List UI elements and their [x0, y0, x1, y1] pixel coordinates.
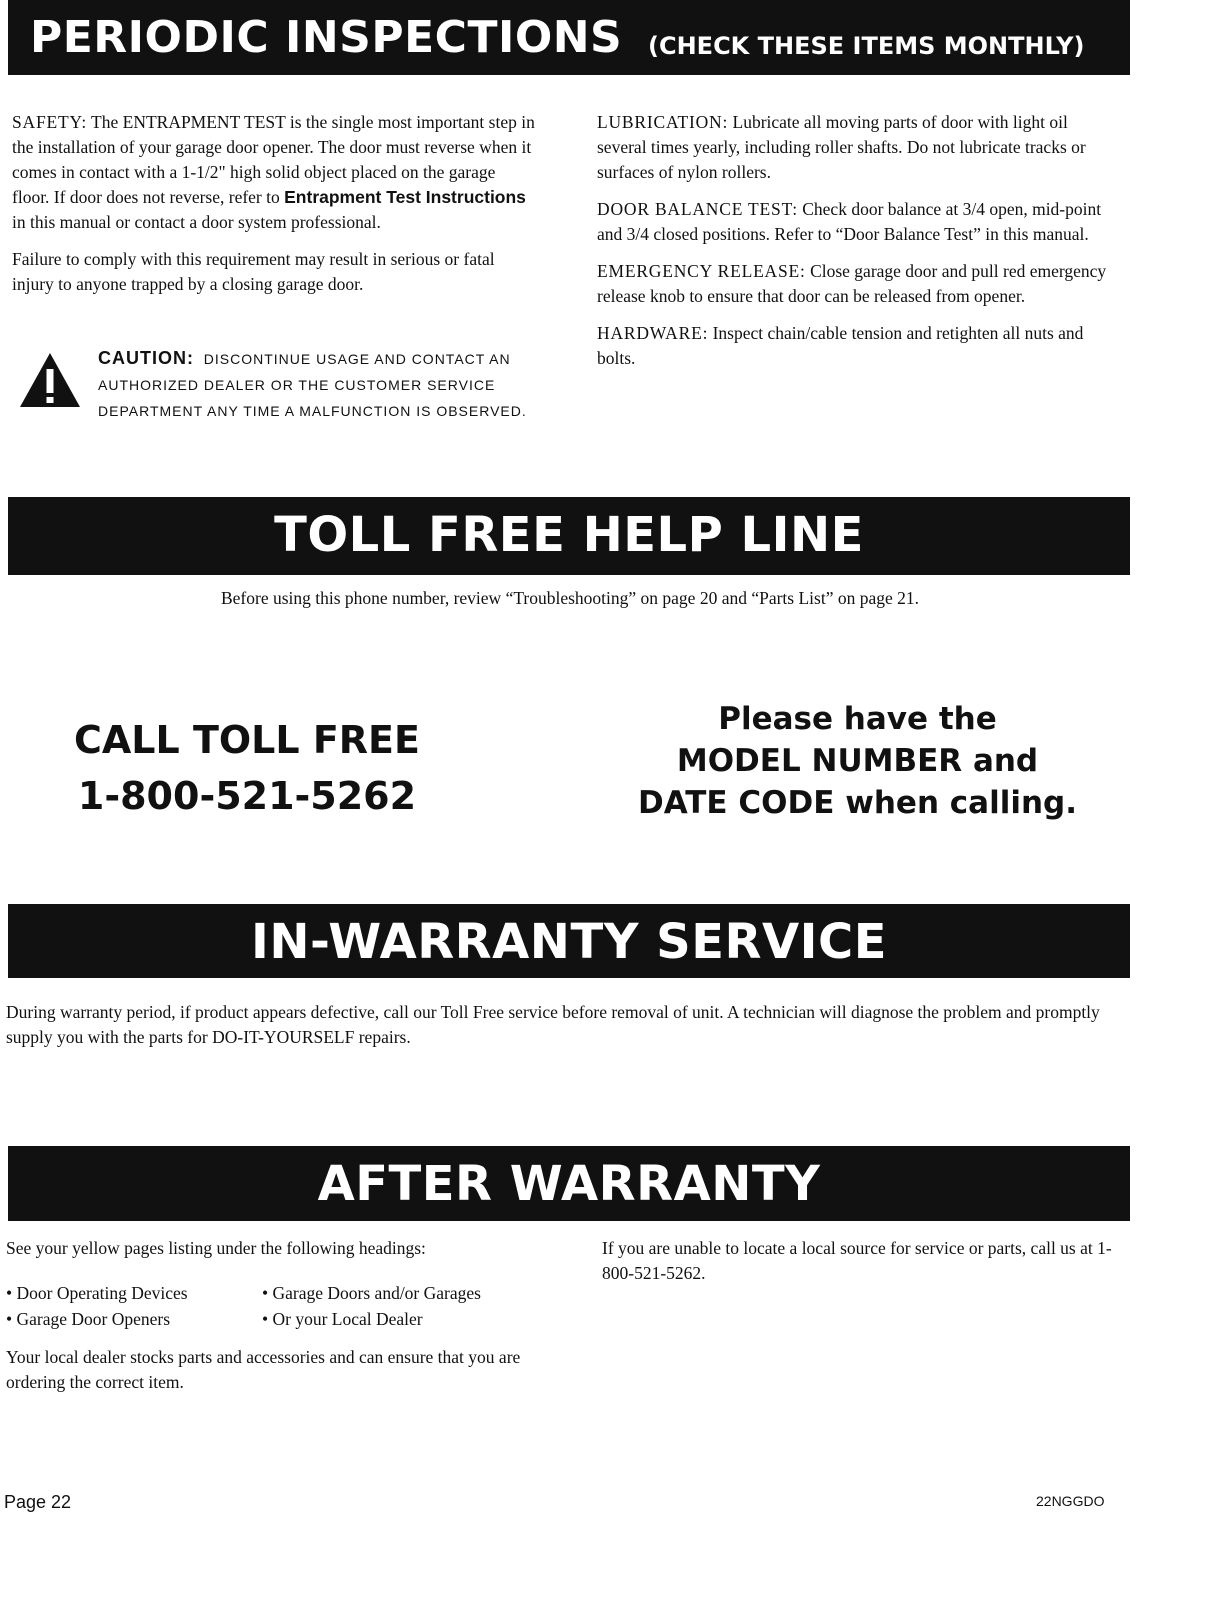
- entrapment-test-ref: Entrapment Test Instructions: [284, 187, 526, 207]
- caution-label: CAUTION:: [98, 348, 194, 368]
- list-item: • Door Operating Devices: [6, 1283, 188, 1303]
- warning-icon: [18, 351, 82, 409]
- list-item: • Garage Door Openers: [6, 1309, 171, 1329]
- caution-text: DISCONTINUE USAGE AND CONTACT AN AUTHORIZED DEALER OR THE CUSTOMER SERVICE DEPARTMENT ANY TIME A MALFUNCTION IS OBSERVED.: [98, 351, 527, 419]
- please-have-block: Please have the MODEL NUMBER and DATE CODE when calling.: [637, 701, 1078, 821]
- phone-number: 1-800-521-5262: [77, 774, 417, 818]
- section-title: TOLL FREE HELP LINE: [274, 507, 864, 563]
- in-warranty-header: [8, 904, 1130, 978]
- list-item: • Or your Local Dealer: [262, 1309, 423, 1329]
- section-title: AFTER WARRANTY: [317, 1156, 821, 1212]
- help-line-note: Before using this phone number, review “Troubleshooting” on page 20 and “Parts List” on page 21.: [220, 588, 920, 608]
- dealer-paragraph: Your local dealer stocks parts and accessories and can ensure that you are ordering the correct item.: [6, 1347, 521, 1392]
- failure-paragraph: Failure to comply with this requirement may result in serious or fatal injury to anyone trapped by a closing garage door.: [12, 249, 495, 294]
- call-label: CALL TOLL FREE: [74, 718, 420, 762]
- help-line-header: [8, 497, 1130, 575]
- caution-text-block: [98, 345, 548, 424]
- emergency-release-paragraph: EMERGENCY RELEASE: Close garage door and pull red emergency release knob to ensure that door can be released from opener.: [597, 261, 1107, 306]
- periodic-left-column: [12, 110, 537, 309]
- in-warranty-text: During warranty period, if product appears defective, call our Toll Free service before removal of unit. A technician will diagnose the problem and promptly supply you with the parts for DO-IT-YOURSELF repairs.: [6, 1002, 1100, 1047]
- section-title: IN-WARRANTY SERVICE: [250, 914, 888, 970]
- safety-label: SAFETY:: [12, 112, 87, 132]
- periodic-inspections-header: [8, 0, 1130, 75]
- section-title: PERIODIC INSPECTIONS: [30, 12, 623, 63]
- after-warranty-intro: See your yellow pages listing under the following headings:: [6, 1238, 426, 1258]
- list-item: • Garage Doors and/or Garages: [262, 1283, 481, 1303]
- after-warranty-header: [8, 1146, 1130, 1221]
- hardware-paragraph: HARDWARE: Inspect chain/cable tension and retighten all nuts and bolts.: [597, 323, 1084, 368]
- document-code: 22NGGDO: [1036, 1493, 1105, 1509]
- door-balance-paragraph: DOOR BALANCE TEST: Check door balance at 3/4 open, mid-point and 3/4 closed positions. Refer to “Door Balance Test” in this manual.: [597, 199, 1102, 244]
- safety-paragraph: SAFETY: The ENTRAPMENT TEST is the single most important step in the installation of your garage door opener. The door must reverse when it comes in contact with a 1-1/2" high solid object placed on the garage floor. If door does not reverse, refer to Entrapment Test Instructions in this manual or contact a door system professional.: [12, 112, 535, 232]
- call-toll-free-block: [52, 712, 442, 824]
- page-number: Page 22: [4, 1492, 72, 1512]
- after-warranty-right: If you are unable to locate a local source for service or parts, call us at 1-800-521-5262.: [602, 1238, 1112, 1283]
- section-subtitle: (CHECK THESE ITEMS MONTHLY): [648, 32, 1085, 60]
- lubrication-paragraph: LUBRICATION: Lubricate all moving parts of door with light oil several times yearly, including roller shafts. Do not lubricate tracks or surfaces of nylon rollers.: [597, 112, 1086, 182]
- caution-block: [12, 345, 542, 445]
- periodic-right-column: [597, 110, 1112, 383]
